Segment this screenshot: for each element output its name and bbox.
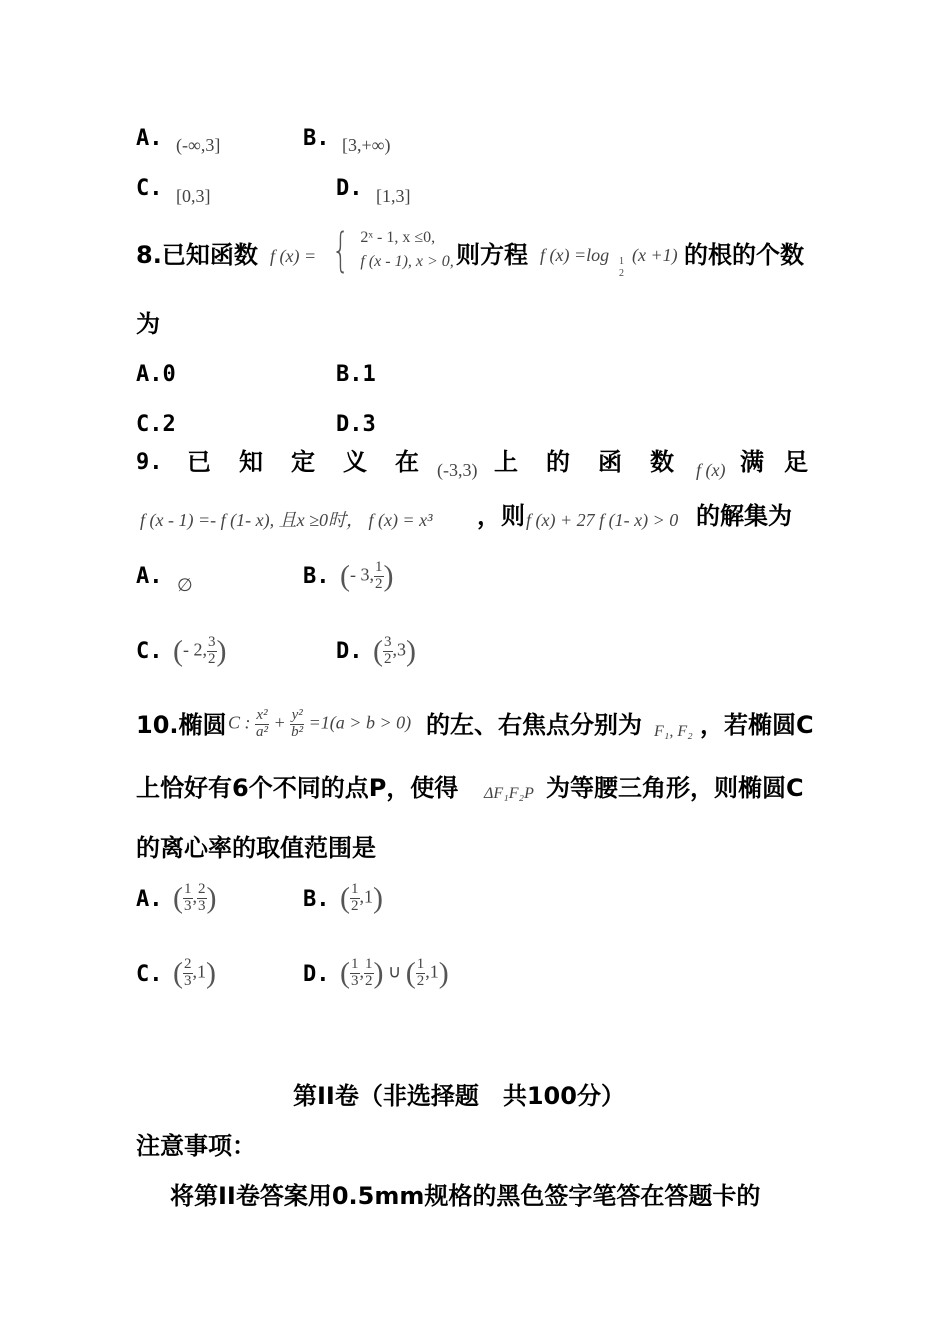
q10-d-num3: 1 — [416, 956, 425, 972]
q9-stem-then: ，则 — [477, 502, 525, 530]
q9-option-c-label: C. — [136, 639, 163, 664]
q9-stem-part3: 满足 — [740, 448, 828, 476]
q10-triangle: ΔF₁F₂P — [484, 785, 534, 802]
q9-option-c-value: (- 2, $\frac{3}{2}$ ) — [173, 634, 227, 668]
q10-d-den1: 3 — [351, 972, 359, 989]
q8-option-a: A.0 — [136, 362, 176, 387]
q9-condition: f (x - 1) =- f (1- x), 且x ≥0时， f (x) = x³ — [140, 510, 433, 530]
q7-option-a-label: A. — [136, 126, 163, 151]
q8-option-d: D.3 — [336, 412, 376, 437]
q7-option-c-label: C. — [136, 176, 163, 201]
notice-line: 将第II卷答案用0.5mm规格的黑色签字笔答在答题卡的 — [170, 1182, 761, 1210]
q10-stem-line2-b: 为等腰三角形，则椭圆C — [546, 774, 804, 802]
q10-stem-line3: 的离心率的取值范围是 — [136, 834, 376, 862]
q9-stem-tail: 的解集为 — [696, 502, 792, 530]
q8-log-base-den: 2 — [619, 268, 624, 279]
q10-d-num2: 1 — [365, 956, 373, 972]
q10-ellipse-equation — [228, 708, 411, 741]
q8-equation-left: f (x) =log — [540, 245, 610, 265]
q8-stem-tail: 的根的个数 — [684, 241, 804, 269]
q10-a-num1: 1 — [184, 881, 192, 897]
q9-option-b-value: (- 3, $\frac{1}{2}$ ) — [340, 559, 394, 593]
q10-d-num1: 1 — [351, 956, 359, 972]
q10-x-den: a² — [256, 723, 268, 740]
q10-c-num: 2 — [184, 956, 192, 972]
q10-b-right: ,1 — [359, 886, 373, 907]
q10-a-den2: 3 — [198, 897, 206, 914]
q9-option-d-right: ,3 — [392, 639, 406, 660]
q8-option-b: B.1 — [336, 362, 376, 387]
q9-option-d-value: ( $\frac{3}{2}$ ,3) — [373, 634, 416, 668]
q10-option-d-label: D. — [303, 962, 330, 987]
q10-a-num2: 2 — [198, 881, 206, 897]
q10-d-union: ∪ — [388, 961, 402, 982]
q8-log-base-num: 1 — [619, 256, 624, 267]
q9-stem-part1: 已知定义在 — [187, 448, 447, 476]
q10-option-c-label: C. — [136, 962, 163, 987]
q10-option-a-value: ( $\frac{1}{3}$ , $\frac{2}{3}$ ) — [173, 881, 217, 915]
q10-stem-mid: 的左、右焦点分别为 — [426, 711, 642, 739]
q8-equation-right: (x +1) — [632, 245, 678, 265]
notice-heading: 注意事项： — [136, 1132, 256, 1160]
q10-option-b-value: ( $\frac{1}{2}$ ,1) — [340, 881, 383, 915]
q10-y-den: b² — [291, 723, 304, 740]
q10-stem-tail1: ，若椭圆C — [700, 711, 814, 739]
q8-case-2: f (x - 1), x > 0, — [360, 253, 454, 270]
q7-option-d-label: D. — [336, 176, 363, 201]
q10-plus: + — [273, 712, 286, 733]
q9-option-d-label: D. — [336, 639, 363, 664]
q10-option-c-value: ( $\frac{2}{3}$ ,1) — [173, 956, 216, 990]
q10-x-num: x² — [256, 707, 268, 723]
q9-option-c-left: - 2, — [183, 639, 207, 660]
q9-option-d-num: 3 — [384, 634, 392, 650]
q9-option-b-label: B. — [303, 564, 330, 589]
q9-option-a-label: A. — [136, 564, 163, 589]
section-title: 第II卷（非选择题 共100分） — [293, 1082, 625, 1110]
q10-c-den: 3 — [184, 972, 192, 989]
q9-option-b-den: 2 — [375, 575, 383, 592]
q10-option-d-value: ( $\frac{1}{3}$ , $\frac{1}{2}$ ) ∪ ( $\frac{1}{2}$ ,1) — [340, 956, 449, 990]
q7-option-b-label: B. — [303, 126, 330, 151]
q7-option-d-value: [1,3] — [376, 186, 411, 206]
q10-c-label: C : — [228, 712, 251, 733]
q10-b-num: 1 — [351, 881, 359, 897]
q10-option-b-label: B. — [303, 887, 330, 912]
q9-inequality: f (x) + 27 f (1- x) > 0 — [526, 510, 679, 530]
q9-option-b-num: 1 — [375, 559, 383, 575]
q9-option-c-den: 2 — [208, 650, 216, 667]
q8-function-name: f (x) = — [270, 246, 317, 266]
q8-case-1: 2ˣ - 1, x ≤0, — [360, 229, 436, 246]
q10-foci: F₁, F₂ — [654, 723, 693, 740]
q9-number: 9. — [136, 450, 163, 475]
q10-a-den1: 3 — [184, 897, 192, 914]
q10-d-den2: 2 — [365, 972, 373, 989]
q9-option-a-value: ∅ — [177, 575, 193, 595]
q8-stem-line2: 为 — [136, 310, 160, 338]
q7-option-c-value: [0,3] — [176, 186, 211, 206]
q10-stem-line2-a: 上恰好有6个不同的点P，使得 — [136, 774, 459, 802]
q9-option-b-left: - 3, — [350, 564, 374, 585]
q10-eq-tail: =1(a > b > 0) — [308, 712, 412, 733]
q7-option-a-value: (-∞,3] — [176, 135, 221, 155]
q9-interval: (-3,3) — [437, 460, 478, 480]
q10-d-right: ,1 — [425, 961, 439, 982]
q9-option-d-den: 2 — [384, 650, 392, 667]
q9-stem-part2: 上的函数 — [494, 448, 702, 476]
q10-y-num: y² — [291, 707, 303, 723]
q8-log-base — [619, 256, 624, 280]
q10-b-den: 2 — [351, 897, 359, 914]
q9-option-c-num: 3 — [208, 634, 216, 650]
q7-option-b-value: [3,+∞) — [342, 135, 391, 155]
q9-function-name: f (x) — [696, 460, 726, 480]
q8-stem-mid: 则方程 — [456, 241, 528, 269]
q10-d-den3: 2 — [416, 972, 425, 989]
q8-brace-icon: { — [331, 223, 350, 277]
q10-c-right: ,1 — [192, 961, 206, 982]
q10-stem-lead: 10.椭圆 — [136, 711, 227, 739]
q10-option-a-label: A. — [136, 887, 163, 912]
q8-option-c: C.2 — [136, 412, 176, 437]
q8-stem-lead: 8.已知函数 — [136, 241, 258, 269]
q8-piecewise — [326, 223, 454, 277]
